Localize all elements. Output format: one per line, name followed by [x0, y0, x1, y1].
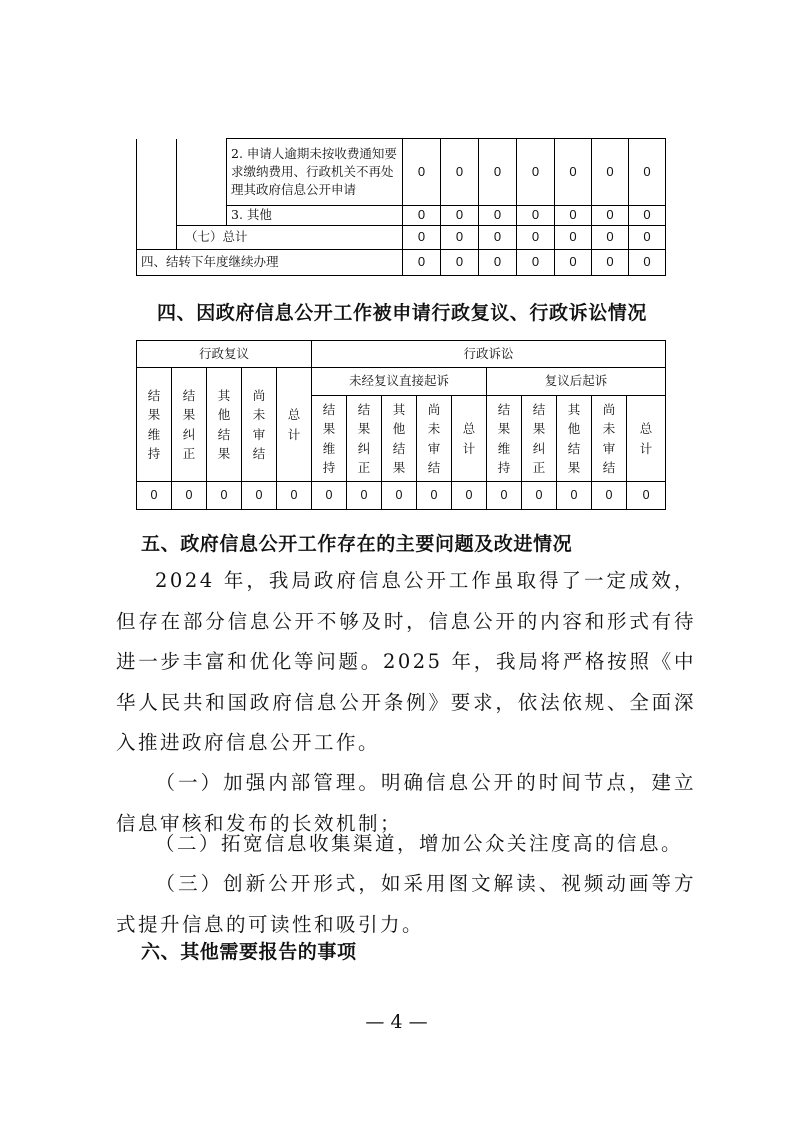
column-header: 总 计	[627, 396, 666, 482]
column-header: 结 果 纠 正	[522, 396, 557, 482]
litigation-header: 行政诉讼	[312, 341, 666, 368]
value-cell: 0	[592, 226, 629, 250]
direct-suit-header: 未经复议直接起诉	[312, 368, 487, 396]
value-cell: 0	[592, 482, 627, 510]
paragraph-text: （三）创新公开形式，如采用图文解读、视频动画等方式提升信息的可读性和吸引力。	[116, 872, 696, 936]
value-cell: 0	[555, 206, 592, 226]
value-cell: 0	[592, 139, 629, 206]
value-cell: 0	[592, 250, 629, 276]
value-cell: 0	[555, 226, 592, 250]
value-cell: 0	[629, 226, 666, 250]
value-cell: 0	[312, 482, 347, 510]
value-cell: 0	[629, 139, 666, 206]
section-heading: 六、其他需要报告的事项	[141, 941, 357, 963]
row-label: 四、结转下年度继续办理	[137, 250, 403, 276]
column-header: 其 他 结 果	[207, 368, 242, 482]
table-row	[137, 250, 666, 276]
table-row	[137, 139, 666, 206]
value-cell: 0	[517, 226, 555, 250]
review-litigation-table	[136, 340, 666, 510]
column-header: 结 果 纠 正	[172, 368, 207, 482]
column-header: 结 果 维 持	[312, 396, 347, 482]
value-cell: 0	[555, 139, 592, 206]
paragraph-text: （一）加强内部管理。明确信息公开的时间节点，建立信息审核和发布的长效机制；	[116, 771, 696, 835]
column-header: 总 计	[452, 396, 487, 482]
value-cell: 0	[487, 482, 522, 510]
application-handling-table	[136, 138, 666, 276]
body-paragraph	[116, 824, 696, 865]
table-header-row	[137, 341, 666, 368]
value-cell: 0	[403, 206, 441, 226]
value-cell: 0	[382, 482, 417, 510]
value-cell: 0	[557, 482, 592, 510]
after-review-header: 复议后起诉	[487, 368, 666, 396]
paragraph-text: 2024 年，我局政府信息公开工作虽取得了一定成效，但存在部分信息公开不够及时，信息公开的内容和形式有待进一步丰富和优化等问题。2025 年，我局将严格按照《中华人民共和国政府信息公开条例》要求，依法依规、全面深入推进政府信息公开工作。	[116, 569, 696, 754]
value-cell: 0	[452, 482, 487, 510]
value-cell: 0	[479, 206, 517, 226]
column-header: 尚 未 审 结	[592, 396, 627, 482]
value-cell: 0	[441, 139, 479, 206]
paragraph-text: （二）拓宽信息收集渠道，增加公众关注度高的信息。	[155, 832, 684, 855]
section-heading: 五、政府信息公开工作存在的主要问题及改进情况	[141, 533, 573, 555]
row-label: （七）总计	[177, 226, 403, 250]
page-number: — 4 —	[365, 1011, 428, 1033]
value-cell: 0	[207, 482, 242, 510]
value-cell: 0	[403, 139, 441, 206]
table-row	[137, 482, 666, 510]
value-cell: 0	[137, 482, 172, 510]
value-cell: 0	[441, 250, 479, 276]
admin-review-header: 行政复议	[137, 341, 312, 368]
value-cell: 0	[629, 250, 666, 276]
value-cell: 0	[517, 139, 555, 206]
row-label: 3. 其他	[227, 206, 403, 226]
value-cell: 0	[517, 206, 555, 226]
table-row	[137, 226, 666, 250]
merged-category-cell	[137, 139, 177, 250]
row-label: 2. 申请人逾期未按收费通知要求缴纳费用、行政机关不再处理其政府信息公开申请	[227, 139, 403, 206]
column-header: 尚 未 审 结	[417, 396, 452, 482]
value-cell: 0	[627, 482, 666, 510]
column-header: 总 计	[277, 368, 312, 482]
column-header: 尚 未 审 结	[242, 368, 277, 482]
column-header: 结 果 维 持	[137, 368, 172, 482]
value-cell: 0	[417, 482, 452, 510]
value-cell: 0	[479, 250, 517, 276]
column-header: 其 他 结 果	[382, 396, 417, 482]
value-cell: 0	[172, 482, 207, 510]
value-cell: 0	[347, 482, 382, 510]
value-cell: 0	[479, 226, 517, 250]
value-cell: 0	[242, 482, 277, 510]
section-heading: 四、因政府信息公开工作被申请行政复议、行政诉讼情况	[157, 302, 648, 324]
value-cell: 0	[555, 250, 592, 276]
table-header-row	[137, 368, 666, 396]
merged-subcategory-cell	[177, 139, 227, 226]
body-paragraph	[116, 864, 696, 945]
value-cell: 0	[479, 139, 517, 206]
value-cell: 0	[592, 206, 629, 226]
value-cell: 0	[441, 206, 479, 226]
value-cell: 0	[277, 482, 312, 510]
column-header: 结 果 维 持	[487, 396, 522, 482]
value-cell: 0	[517, 250, 555, 276]
value-cell: 0	[441, 226, 479, 250]
body-paragraph	[116, 561, 696, 764]
value-cell: 0	[403, 250, 441, 276]
value-cell: 0	[629, 206, 666, 226]
column-header: 其 他 结 果	[557, 396, 592, 482]
value-cell: 0	[403, 226, 441, 250]
column-header: 结 果 纠 正	[347, 396, 382, 482]
value-cell: 0	[522, 482, 557, 510]
